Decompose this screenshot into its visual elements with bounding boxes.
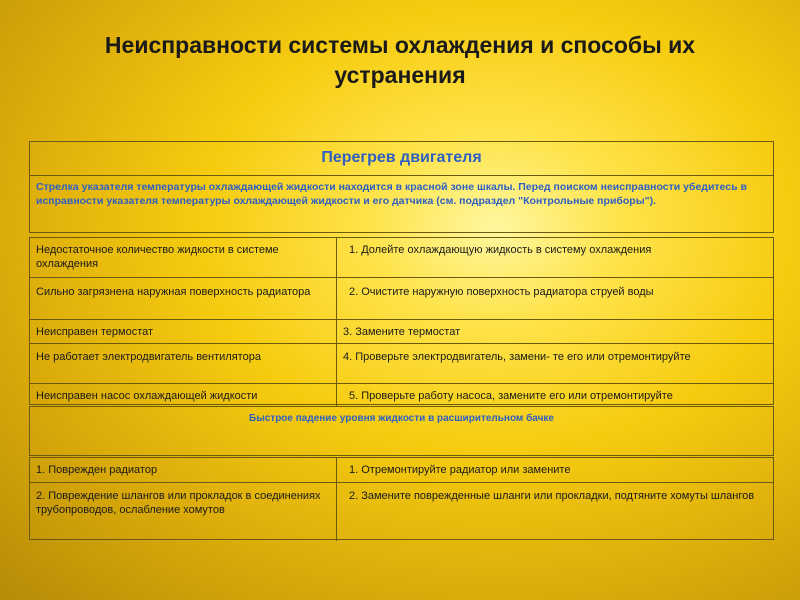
remedy-cell: 1. Отремонтируйте радиатор или замените [336,458,773,482]
fault-cell: 1. Поврежден радиатор [36,464,158,476]
table-row [30,278,773,320]
slide-title: Неисправности системы охлаждения и способы их устранения [104,32,696,88]
coolant-drop-header-box [29,406,774,456]
fault-cell: 2. Повреждение шлангов или прокладок в соединениях трубопроводов, ослабление хомутов [36,490,321,516]
section-heading-coolant-drop: Быстрое падение уровня жидкости в расширительном бачке [249,413,554,424]
remedy-cell: 2. Замените поврежденные шланги или прокладки, подтяните хомуты шлангов [336,483,773,541]
table-row [30,483,773,541]
remedy-cell: 2. Очистите наружную поверхность радиатора струей воды [336,278,773,319]
fault-cell: Недостаточное количество жидкости в системе охлаждения [36,244,279,270]
section-description: Стрелка указателя температуры охлаждающей жидкости находится в красной зоне шкалы. Перед поиском неисправности убедитесь в исправности указателя температуры охлаждающей жидкости и его датчика (см. подраздел "Контрольные приборы"). [36,181,747,207]
fault-cell: Не работает электродвигатель вентилятора [36,351,261,363]
remedy-cell: 3. Замените термостат [336,320,773,343]
overheating-table [29,237,774,405]
table-row [30,384,773,406]
fault-cell: Неисправен насос охлаждающей жидкости [36,390,258,402]
section-heading-overheating: Перегрев двигателя [30,149,773,176]
table-row [30,458,773,483]
fault-cell: Неисправен термостат [36,326,154,338]
table-row [30,238,773,278]
remedy-cell: 4. Проверьте электродвигатель, замени- те его или отремонтируйте [336,344,773,383]
table-row [30,344,773,384]
remedy-cell: 5. Проверьте работу насоса, замените его или отремонтируйте [336,384,773,406]
overheating-header-box [29,141,774,233]
table-row [30,320,773,344]
fault-cell: Сильно загрязнена наружная поверхность радиатора [36,286,311,298]
coolant-drop-table [29,457,774,540]
remedy-cell: 1. Долейте охлаждающую жидкость в систему охлаждения [336,238,773,277]
